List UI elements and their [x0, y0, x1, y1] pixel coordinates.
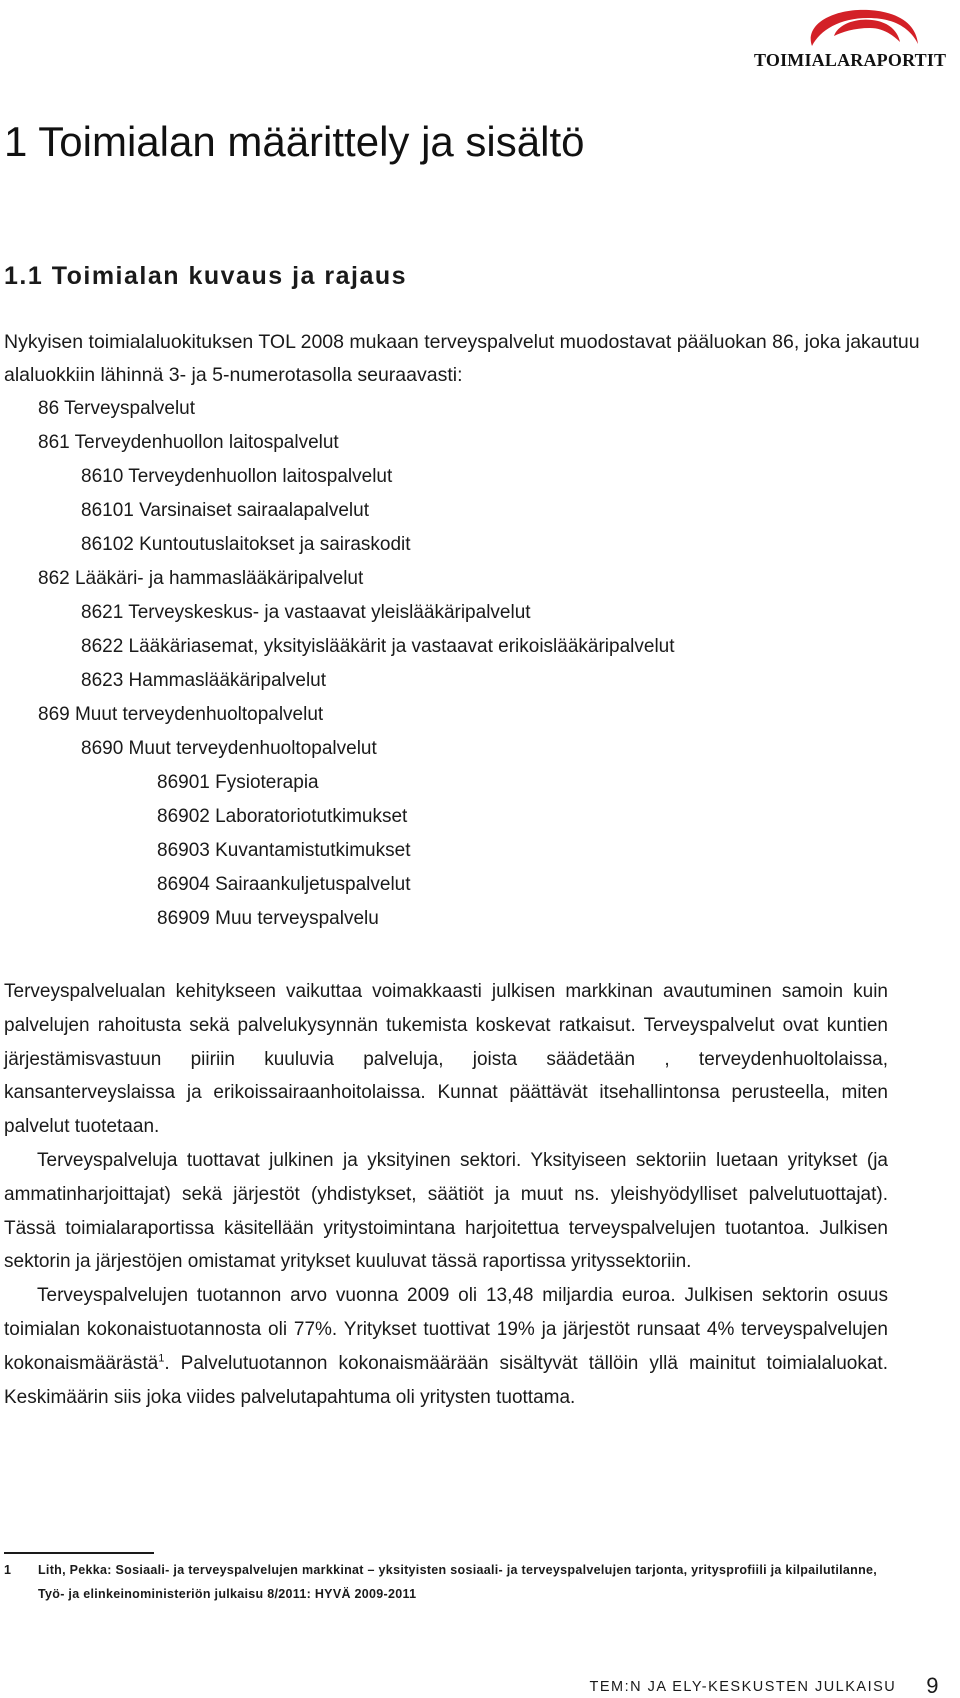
intro-paragraph: Nykyisen toimialaluokituksen TOL 2008 mukaan terveyspalvelut muodostavat pääluokan 86, joka jakautuu alaluokkiin lähinnä 3- ja 5-numerotasolla seuraavasti: — [4, 331, 920, 386]
classification-item: 86901 Fysioterapia — [157, 772, 319, 793]
classification-item: 869 Muut terveydenhuoltopalvelut — [38, 704, 324, 725]
logo-swoosh-icon — [794, 6, 924, 50]
publication-name: TEM:N JA ELY-KESKUSTEN JULKAISU — [589, 1679, 897, 1695]
footnote-divider — [4, 1552, 154, 1554]
section-heading: 1.1 Toimialan kuvaus ja rajaus — [4, 262, 408, 290]
page-number: 9 — [926, 1673, 940, 1698]
footnote-text: Lith, Pekka: Sosiaali- ja terveyspalvelujen markkinat – yksityisten sosiaali- ja terveyspalvelujen tarjonta, yritysprofiili ja kilpailutilanne, Työ- ja elinkeinoministeriön julkaisu 8/2011: HYVÄ 2009-2011 — [38, 1563, 878, 1601]
classification-list — [0, 392, 675, 936]
classification-item: 8623 Hammaslääkäripalvelut — [81, 670, 327, 691]
paragraph-2: Terveyspalveluja tuottavat julkinen ja yksityinen sektori. Yksityiseen sektoriin luetaan yritykset (ja ammatinharjoittajat) sekä järjestöt (yhdistykset, säätiöt ja muut ns. yleishyödylliset palvelutuottajat). Tässä toimialaraportissa käsitellään yritystoimintana harjoitettua terveyspalvelujen tuotantoa. Julkisen sektorin ja järjestöjen omistamat yritykset kuuluvat tässä raportissa yrityssektoriin. — [4, 1149, 888, 1273]
classification-item: 86101 Varsinaiset sairaalapalvelut — [81, 500, 369, 521]
classification-item: 862 Lääkäri- ja hammaslääkäripalvelut — [38, 568, 364, 589]
publisher-logo — [754, 6, 960, 76]
classification-item: 8622 Lääkäriasemat, yksityislääkärit ja vastaavat erikoislääkäripalvelut — [81, 636, 675, 657]
classification-item: 8610 Terveydenhuollon laitospalvelut — [81, 466, 393, 487]
body-text — [4, 975, 888, 1414]
paragraph-3-start: Terveyspalvelujen tuotannon arvo vuonna 2009 oli 13,48 miljardia euroa. Julkisen sektorin osuus toimialan kokonaistuotannosta oli 77%. Yritykset tuottivat 19% ja järjestöt runsaat 4% terveyspalvelujen kokonaismäärästä — [4, 1285, 888, 1374]
paragraph-3 — [4, 1279, 888, 1414]
paragraph-3-end: . Palvelutuotannon kokonaismäärään sisältyvät tällöin yllä mainitut toimialaluokat. Keskimäärin siis joka viides palvelutapahtuma oli yritysten tuottama. — [4, 1352, 888, 1408]
classification-item: 86903 Kuvantamistutkimukset — [157, 840, 411, 861]
page-footer — [589, 1671, 940, 1697]
chapter-heading: 1 Toimialan määrittely ja sisältö — [4, 118, 585, 165]
logo-text: TOIMIALARAPORTIT — [754, 50, 947, 70]
paragraph-1: Terveyspalvelualan kehitykseen vaikuttaa voimakkaasti julkisen markkinan avautuminen samoin kuin palvelujen rahoitusta sekä palvelukysynnän tukemista koskevat ratkaisut. Terveyspalvelut ovat kuntien järjestämisvastuun piiriin kuuluvia palveluja, joista säädetään , terveydenhuoltolaissa, kansanterveyslaissa ja erikoissairaanhoitolaissa. Kunnat päättävät itsehallintonsa perusteella, miten palvelut tuotetaan. — [4, 981, 888, 1138]
classification-item: 86909 Muu terveyspalvelu — [157, 908, 379, 929]
classification-item: 86 Terveyspalvelut — [38, 398, 196, 419]
footnote — [4, 1558, 888, 1606]
footnote-number: 1 — [4, 1563, 12, 1577]
classification-item: 86102 Kuntoutuslaitokset ja sairaskodit — [81, 534, 411, 555]
classification-item: 861 Terveydenhuollon laitospalvelut — [38, 432, 339, 453]
classification-item: 8690 Muut terveydenhuoltopalvelut — [81, 738, 377, 759]
classification-item: 8621 Terveyskeskus- ja vastaavat yleislääkäripalvelut — [81, 602, 531, 623]
classification-item: 86902 Laboratoriotutkimukset — [157, 806, 408, 827]
classification-item: 86904 Sairaankuljetuspalvelut — [157, 874, 411, 895]
footnote-reference[interactable]: 1 — [158, 1352, 165, 1365]
